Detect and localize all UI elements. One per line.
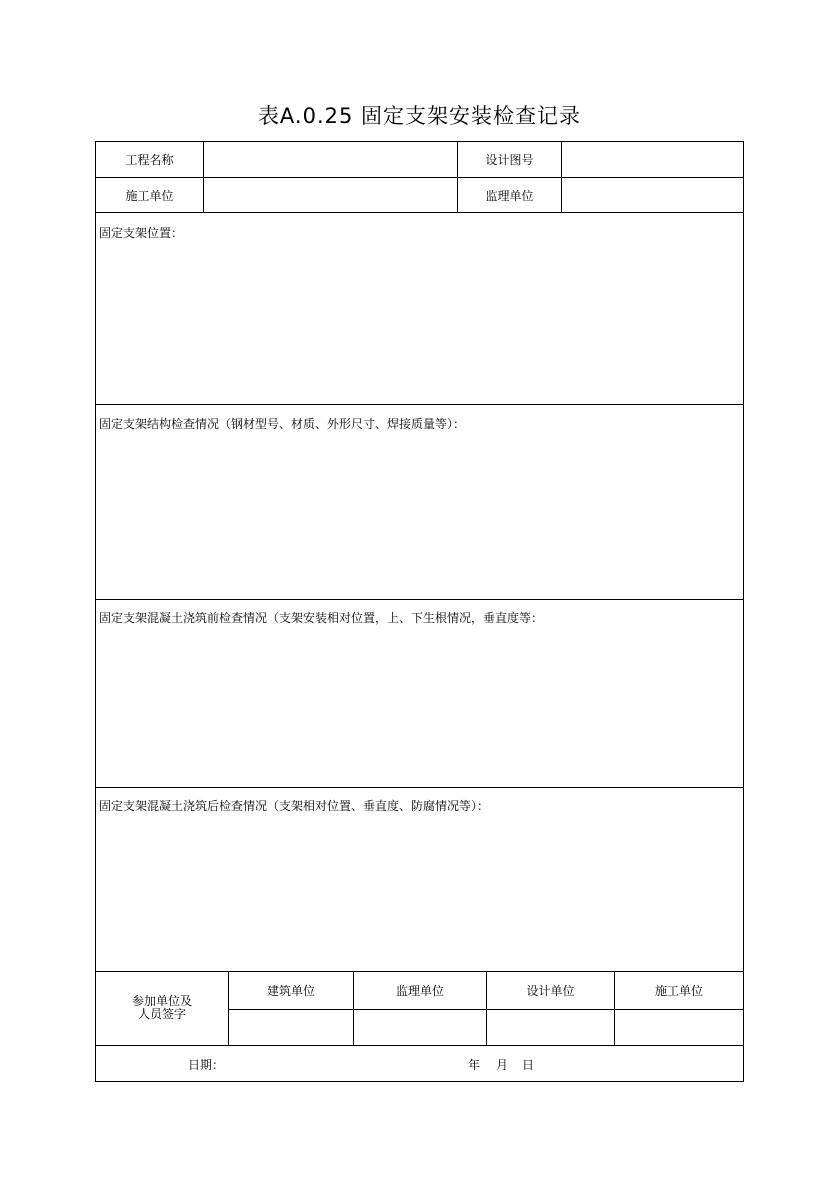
construction-unit-field[interactable] xyxy=(204,178,457,212)
date-label: 日期： xyxy=(187,1057,224,1072)
project-name-label: 工程名称 xyxy=(125,153,174,167)
construction-unit-label: 施工单位 xyxy=(125,188,174,203)
signature-label-line1: 参加单位及 xyxy=(131,994,192,1008)
signature-unit-header: 监理单位 xyxy=(395,984,444,998)
post-pour-check-label: 固定支架混凝土浇筑后检查情况（支架相对位置、垂直度、防腐情况等）： xyxy=(99,799,490,813)
row-divider xyxy=(96,404,743,405)
row-divider xyxy=(96,212,743,213)
signature-unit-header: 建筑单位 xyxy=(266,984,315,998)
signature-unit-header: 施工单位 xyxy=(654,984,703,998)
support-position-label: 固定支架位置： xyxy=(99,226,184,240)
signature-label-line2: 人员签字 xyxy=(137,1007,186,1021)
row-divider xyxy=(96,599,743,600)
pre-pour-check-label: 固定支架混凝土浇筑前检查情况（支架安装相对位置，上、下生根情况，垂直度等： xyxy=(99,611,544,625)
drawing-no-field[interactable] xyxy=(562,142,743,177)
project-name-field[interactable] xyxy=(204,142,457,177)
date-month: 月 xyxy=(495,1057,508,1072)
supervision-unit-label: 监理单位 xyxy=(485,188,534,203)
signature-row-label xyxy=(96,995,228,1021)
date-year: 年 xyxy=(467,1057,480,1072)
supervision-unit-field[interactable] xyxy=(562,178,743,212)
signature-unit-header: 设计单位 xyxy=(526,984,575,998)
structure-check-label: 固定支架结构检查情况（钢材型号、材质、外形尺寸、焊接质量等）： xyxy=(99,417,466,431)
drawing-no-label: 设计图号 xyxy=(485,153,534,167)
row-divider xyxy=(96,787,743,788)
page-title: 表A.0.25 固定支架安装检查记录 xyxy=(257,104,582,128)
date-day: 日 xyxy=(521,1057,534,1072)
inspection-form xyxy=(95,141,744,1082)
